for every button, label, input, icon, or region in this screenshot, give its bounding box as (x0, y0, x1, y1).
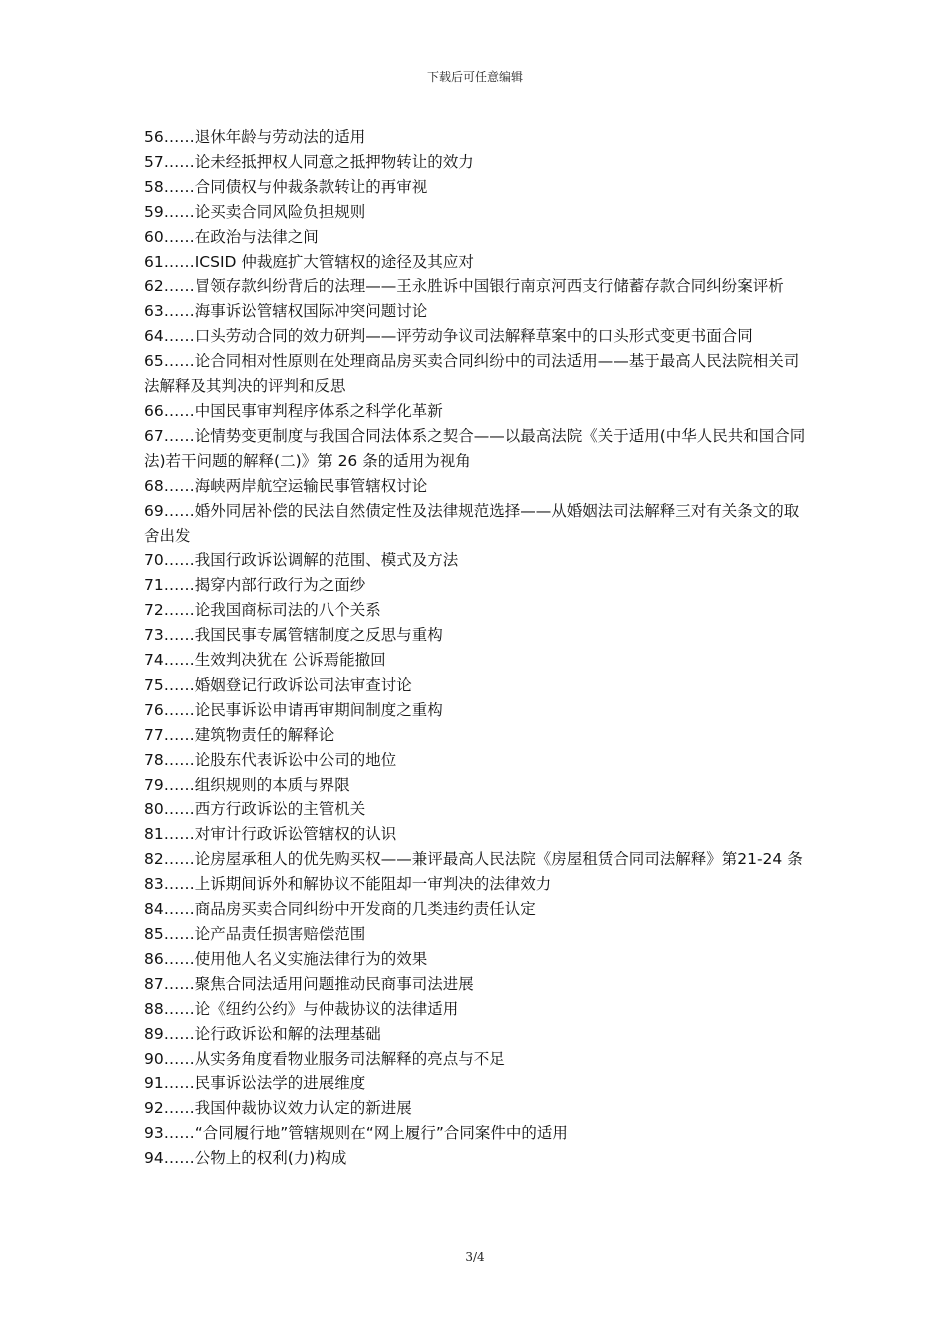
item-separator: …… (163, 401, 195, 420)
item-number: 87 (144, 974, 164, 993)
list-item (144, 1022, 810, 1047)
item-separator: …… (163, 750, 195, 769)
item-title: 论房屋承租人的优先购买权——兼评最高人民法院《房屋租赁合同司法解释》第21-24 条 (194, 850, 803, 869)
list-item (144, 548, 810, 573)
item-title: 论股东代表诉讼中公司的地位 (194, 750, 397, 769)
list-item (144, 698, 810, 723)
article-list (144, 125, 810, 1171)
item-number: 81 (144, 825, 164, 844)
item-number: 79 (144, 775, 164, 794)
list-item (144, 648, 810, 673)
list-item (144, 324, 810, 349)
list-item (144, 922, 810, 947)
item-separator: …… (163, 128, 195, 146)
list-item (144, 250, 810, 275)
item-number: 59 (144, 202, 164, 221)
item-title: 海峡两岸航空运输民事管辖权讨论 (194, 476, 428, 495)
item-separator: …… (163, 700, 195, 719)
item-number: 57 (144, 152, 164, 171)
item-number: 93 (144, 1124, 164, 1143)
item-number: 67 (144, 426, 164, 445)
item-separator: …… (163, 476, 195, 495)
item-number: 73 (144, 626, 164, 645)
item-separator: …… (163, 227, 195, 246)
item-separator: …… (163, 152, 195, 171)
list-item (144, 424, 810, 474)
item-number: 68 (144, 476, 164, 495)
item-title: 论未经抵押权人同意之抵押物转让的效力 (194, 152, 474, 171)
item-number: 72 (144, 601, 164, 620)
item-title: 论买卖合同风险负担规则 (194, 202, 366, 221)
item-separator: …… (163, 501, 195, 520)
item-separator: …… (163, 426, 195, 445)
list-item (144, 947, 810, 972)
list-item (144, 349, 810, 399)
item-separator: …… (163, 725, 195, 744)
item-title: 婚外同居补偿的民法自然债定性及法律规范选择——从婚姻法司法解释三对有关条文的取舍出发 (144, 501, 800, 545)
item-number: 63 (144, 302, 164, 321)
item-separator: …… (163, 1024, 195, 1043)
item-separator: …… (163, 800, 195, 819)
item-number: 94 (144, 1149, 164, 1168)
item-separator: …… (163, 202, 195, 221)
list-item (144, 997, 810, 1022)
item-separator: …… (163, 252, 195, 271)
item-title: 冒领存款纠纷背后的法理——王永胜诉中国银行南京河西支行储蓄存款合同纠纷案评析 (194, 277, 784, 296)
item-title: 我国仲裁协议效力认定的新进展 (194, 1099, 412, 1118)
item-number: 86 (144, 949, 164, 968)
item-number: 83 (144, 875, 164, 894)
item-title: 建筑物责任的解释论 (194, 725, 335, 744)
item-number: 58 (144, 177, 164, 196)
list-item (144, 200, 810, 225)
item-number: 84 (144, 900, 164, 919)
item-title: 揭穿内部行政行为之面纱 (194, 576, 366, 595)
item-title: 中国民事审判程序体系之科学化革新 (194, 401, 443, 420)
item-separator: …… (163, 999, 195, 1018)
item-title: 使用他人名义实施法律行为的效果 (194, 949, 428, 968)
item-title: 退休年龄与劳动法的适用 (194, 128, 366, 146)
item-separator: …… (163, 1074, 195, 1093)
item-title: 生效判决犹在 公诉焉能撤回 (194, 651, 386, 670)
item-separator: …… (163, 576, 195, 595)
list-item (144, 822, 810, 847)
item-separator: …… (163, 675, 195, 694)
item-title: 民事诉讼法学的进展维度 (194, 1074, 366, 1093)
item-title: 口头劳动合同的效力研判——评劳动争议司法解释草案中的口头形式变更书面合同 (194, 327, 753, 346)
item-title: 对审计行政诉讼管辖权的认识 (194, 825, 397, 844)
item-separator: …… (163, 875, 195, 894)
list-item (144, 499, 810, 549)
item-number: 89 (144, 1024, 164, 1043)
list-item (144, 1047, 810, 1072)
item-title: 论《纽约公约》与仲裁协议的法律适用 (194, 999, 459, 1018)
item-number: 64 (144, 327, 164, 346)
item-title: 公物上的权利(力)构成 (194, 1149, 347, 1168)
list-item (144, 274, 810, 299)
item-number: 71 (144, 576, 164, 595)
list-item (144, 673, 810, 698)
list-item (144, 150, 810, 175)
item-title: 婚姻登记行政诉讼司法审查讨论 (194, 675, 412, 694)
item-title: 聚焦合同法适用问题推动民商事司法进展 (194, 974, 474, 993)
item-title: 论合同相对性原则在处理商品房买卖合同纠纷中的司法适用——基于最高人民法院相关司法解释及其判决的评判和反思 (144, 352, 800, 396)
item-separator: …… (163, 825, 195, 844)
item-separator: …… (163, 302, 195, 321)
item-separator: …… (163, 974, 195, 993)
list-item (144, 573, 810, 598)
list-item (144, 723, 810, 748)
item-number: 80 (144, 800, 164, 819)
item-separator: …… (163, 352, 195, 371)
item-separator: …… (163, 601, 195, 620)
page-header: 下载后可任意编辑 (426, 70, 523, 84)
list-item (144, 773, 810, 798)
item-separator: …… (163, 327, 195, 346)
item-number: 56 (144, 128, 164, 146)
item-number: 76 (144, 700, 164, 719)
item-separator: …… (163, 277, 195, 296)
item-number: 69 (144, 501, 164, 520)
item-separator: …… (163, 900, 195, 919)
item-number: 77 (144, 725, 164, 744)
item-separator: …… (163, 626, 195, 645)
list-item (144, 797, 810, 822)
item-title: 在政治与法律之间 (194, 227, 319, 246)
item-number: 70 (144, 551, 164, 570)
list-item (144, 623, 810, 648)
item-separator: …… (163, 925, 195, 943)
item-title: 海事诉讼管辖权国际冲突问题讨论 (194, 302, 428, 321)
list-item (144, 897, 810, 922)
item-number: 78 (144, 750, 164, 769)
item-title: 论民事诉讼申请再审期间制度之重构 (194, 700, 443, 719)
item-number: 65 (144, 352, 164, 371)
item-number: 92 (144, 1099, 164, 1118)
list-item (144, 1096, 810, 1121)
list-item (144, 1121, 810, 1146)
item-number: 62 (144, 277, 164, 296)
item-number: 90 (144, 1049, 164, 1068)
list-item (144, 175, 810, 200)
item-separator: …… (163, 551, 195, 570)
list-item (144, 474, 810, 499)
page-number: 3/4 (465, 1250, 485, 1264)
item-separator: …… (163, 949, 195, 968)
item-number: 60 (144, 227, 164, 246)
list-item (144, 299, 810, 324)
item-separator: …… (163, 1099, 195, 1118)
list-item (144, 1146, 810, 1171)
list-item (144, 872, 810, 897)
item-number: 85 (144, 925, 164, 943)
item-title: 论情势变更制度与我国合同法体系之契合——以最高法院《关于适用(中华人民共和国合同法)若干问题的解释(二)》第 26 条的适用为视角 (144, 426, 806, 470)
list-item (144, 225, 810, 250)
item-separator: …… (163, 177, 195, 196)
item-number: 88 (144, 999, 164, 1018)
item-title: 我国民事专属管辖制度之反思与重构 (194, 626, 443, 645)
item-separator: …… (163, 1049, 195, 1068)
item-number: 74 (144, 651, 164, 670)
item-title: 论行政诉讼和解的法理基础 (194, 1024, 381, 1043)
item-number: 82 (144, 850, 164, 869)
item-title: 商品房买卖合同纠纷中开发商的几类违约责任认定 (194, 900, 536, 919)
item-number: 91 (144, 1074, 164, 1093)
item-number: 75 (144, 675, 164, 694)
item-title: 论我国商标司法的八个关系 (194, 601, 381, 620)
list-item (144, 598, 810, 623)
item-title: ICSID 仲裁庭扩大管辖权的途径及其应对 (194, 252, 474, 271)
item-title: 从实务角度看物业服务司法解释的亮点与不足 (194, 1049, 505, 1068)
list-item (144, 399, 810, 424)
list-item (144, 847, 810, 872)
item-number: 66 (144, 401, 164, 420)
item-separator: …… (163, 850, 195, 869)
item-separator: …… (163, 651, 195, 670)
item-title: 我国行政诉讼调解的范围、模式及方法 (194, 551, 459, 570)
item-separator: …… (163, 1149, 195, 1168)
item-title: 组织规则的本质与界限 (194, 775, 350, 794)
item-separator: …… (163, 775, 195, 794)
item-title: “合同履行地”管辖规则在“网上履行”合同案件中的适用 (194, 1124, 568, 1143)
item-title: 合同债权与仲裁条款转让的再审视 (194, 177, 428, 196)
list-item (144, 748, 810, 773)
item-title: 论产品责任损害赔偿范围 (194, 925, 366, 943)
list-item (144, 972, 810, 997)
list-item (144, 125, 810, 150)
item-separator: …… (163, 1124, 195, 1143)
list-item (144, 1071, 810, 1096)
item-title: 西方行政诉讼的主管机关 (194, 800, 366, 819)
item-title: 上诉期间诉外和解协议不能阻却一审判决的法律效力 (194, 875, 552, 894)
item-number: 61 (144, 252, 164, 271)
